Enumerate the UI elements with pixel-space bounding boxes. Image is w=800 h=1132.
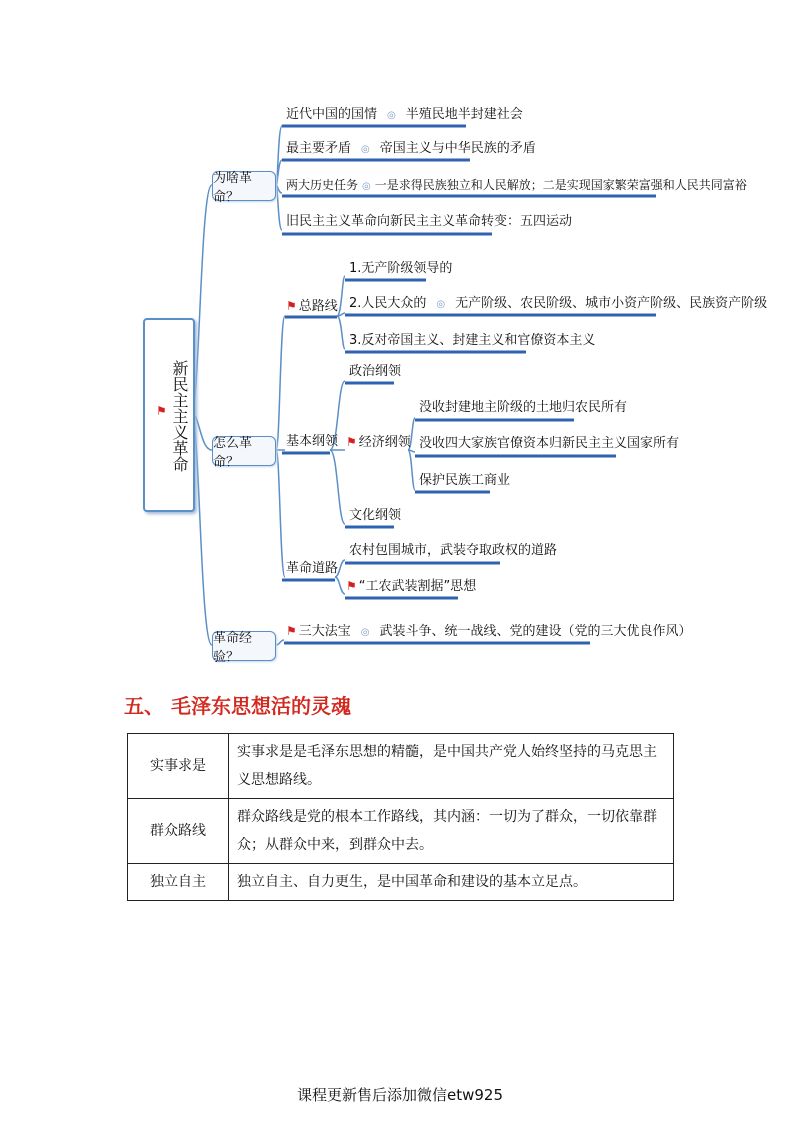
general-line-item-3 <box>349 333 595 349</box>
basic-program-node <box>286 434 338 450</box>
table-row-text: 群众路线是党的根本工作路线，其内涵：一切为了群众，一切依靠群众；从群众中来，到群众中去。 <box>229 799 674 864</box>
table-row <box>128 864 674 901</box>
branch-why-label: 为啥革命？ <box>213 171 253 205</box>
economic-item-3 <box>419 473 510 489</box>
section-title: 五、 毛泽东思想活的灵魂 <box>124 694 351 718</box>
circle-connector-icon: ◎ <box>387 110 396 121</box>
why-item-2-desc: 帝国主义与中华民族的矛盾 <box>379 141 536 156</box>
branch-how <box>212 436 276 470</box>
table-row-head: 独立自主 <box>128 864 229 901</box>
circle-connector-icon: ◎ <box>436 299 446 310</box>
cultural-program-label: 文化纲领 <box>349 508 402 523</box>
why-item-1-desc: 半殖民地半封建社会 <box>405 107 523 122</box>
flag-icon: ⚑ <box>286 299 297 313</box>
economic-item-1-text: 没收封建地主阶级的土地归农民所有 <box>419 400 628 415</box>
cultural-program <box>349 508 401 524</box>
revolution-road-node <box>286 561 338 577</box>
circle-connector-icon: ◎ <box>360 627 370 638</box>
branch-why <box>212 171 276 205</box>
flag-icon: ⚑ <box>346 579 357 593</box>
branch-experience <box>212 631 276 665</box>
why-item-4 <box>286 214 572 230</box>
political-program-label: 政治纲领 <box>349 364 402 379</box>
flag-icon: ⚑ <box>286 624 297 638</box>
flag-icon: ⚑ <box>346 435 357 449</box>
why-item-2 <box>286 141 536 158</box>
general-line-label: 总路线 <box>298 299 338 314</box>
branch-how-label: 怎么革命？ <box>213 436 253 470</box>
road-item-1-text: 农村包围城市，武装夺取政权的道路 <box>349 543 558 558</box>
branch-experience-label: 革命经验？ <box>213 631 253 665</box>
economic-item-3-text: 保护民族工商业 <box>419 473 511 488</box>
people-desc: 无产阶级、农民阶级、城市小资产阶级、民族资产阶级 <box>455 296 768 311</box>
root-node <box>143 318 195 512</box>
why-item-3-title: 两大历史任务 <box>286 178 359 192</box>
why-item-1 <box>286 107 523 124</box>
revolution-road-label: 革命道路 <box>286 561 339 576</box>
table-row-head: 实事求是 <box>128 734 229 799</box>
experience-item-1 <box>286 623 692 641</box>
flag-icon: ⚑ <box>156 404 167 418</box>
experience-item-1-title: 三大法宝 <box>298 624 351 639</box>
road-item-1 <box>349 543 557 559</box>
root-node-label: 新民主主义革命 <box>170 360 189 472</box>
table-row <box>128 734 674 799</box>
why-item-3-desc: 一是求得民族独立和人民解放；二是实现国家繁荣富强和人民共同富裕 <box>374 178 747 192</box>
economic-program-label: 经济纲领 <box>358 435 411 450</box>
soul-table <box>127 733 674 901</box>
table-row <box>128 799 674 864</box>
road-item-2-text: “工农武装割据”思想 <box>358 579 477 594</box>
table-row-text: 独立自主、自力更生，是中国革命和建设的基本立足点。 <box>229 864 674 901</box>
economic-item-2 <box>419 436 679 452</box>
road-item-2 <box>346 578 476 595</box>
general-line-item-2 <box>349 296 767 313</box>
circle-connector-icon: ◎ <box>361 144 370 155</box>
why-item-4-title: 旧民主主义革命向新民主主义革命转变：五四运动 <box>286 214 573 229</box>
general-line-item-2-text: 2.人民大众的 <box>349 296 427 311</box>
circle-connector-icon: ◎ <box>362 181 371 192</box>
political-program <box>349 364 401 380</box>
why-item-1-title: 近代中国的国情 <box>286 107 378 122</box>
economic-item-2-text: 没收四大家族官僚资本归新民主主义国家所有 <box>419 436 680 451</box>
economic-program <box>346 434 411 451</box>
general-line-item-1 <box>349 261 452 277</box>
economic-item-1 <box>419 400 627 416</box>
table-row-head: 群众路线 <box>128 799 229 864</box>
general-line-item-3-text: 3.反对帝国主义、封建主义和官僚资本主义 <box>349 333 596 348</box>
why-item-3 <box>286 177 747 195</box>
general-line-item-1-text: 1.无产阶级领导的 <box>349 261 453 276</box>
general-line-node <box>286 298 338 315</box>
table-row-text: 实事求是是毛泽东思想的精髓，是中国共产党人始终坚持的马克思主义思想路线。 <box>229 734 674 799</box>
footer-note: 课程更新售后添加微信etw925 <box>296 1086 503 1104</box>
basic-program-label: 基本纲领 <box>286 434 339 449</box>
why-item-2-title: 最主要矛盾 <box>286 141 352 156</box>
experience-item-1-desc: 武装斗争、统一战线、党的建设（党的三大优良作风） <box>379 624 692 639</box>
